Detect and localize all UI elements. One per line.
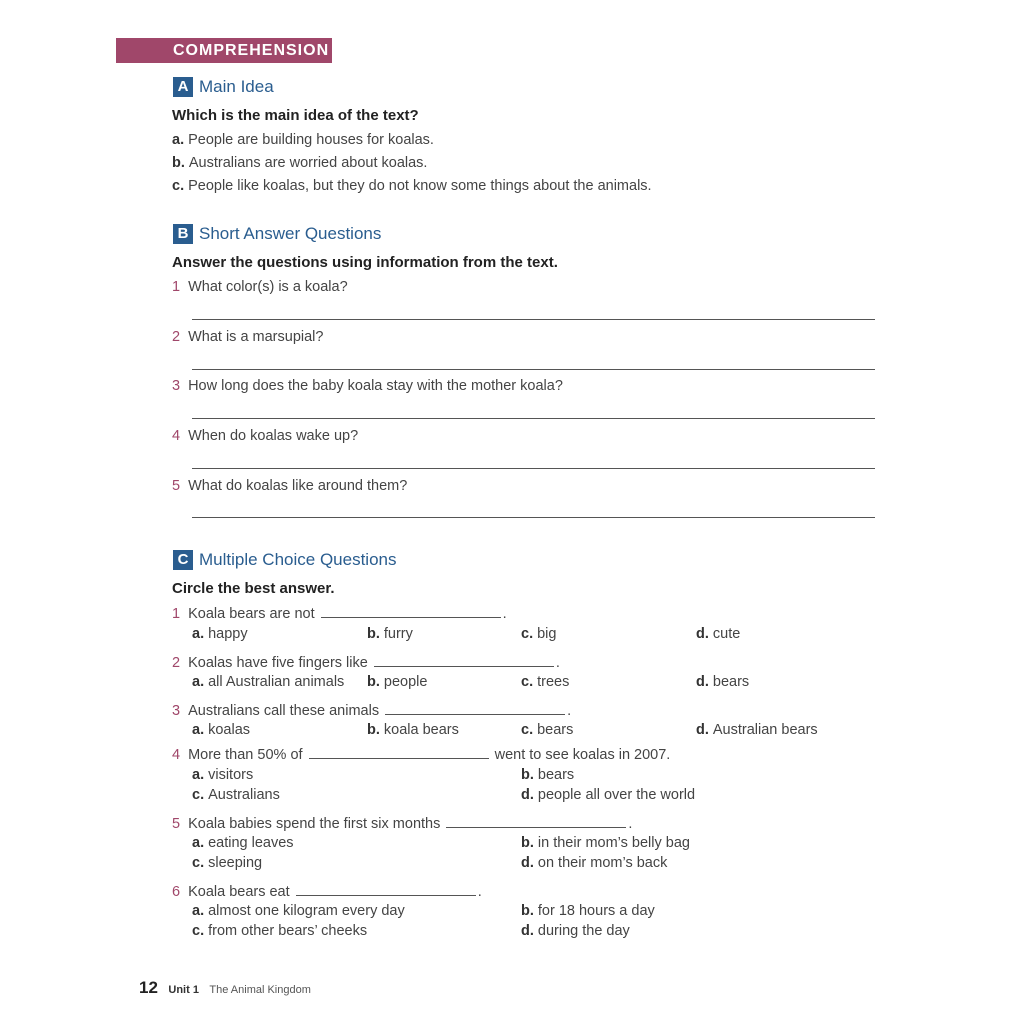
page-number: 12 xyxy=(139,978,158,997)
question-stem: More than 50% of xyxy=(188,747,303,763)
mc-option[interactable] xyxy=(521,626,556,642)
mc-question-4 xyxy=(172,746,670,763)
mc-option[interactable] xyxy=(367,674,427,690)
mc-option[interactable] xyxy=(521,855,667,871)
option-label: d. xyxy=(521,855,534,871)
answer-line[interactable] xyxy=(192,418,875,419)
mc-option[interactable] xyxy=(696,674,749,690)
answer-line[interactable] xyxy=(192,369,875,370)
fill-blank xyxy=(446,815,626,828)
option-label: c. xyxy=(192,855,205,871)
option-text: eating leaves xyxy=(208,835,294,851)
option-label: c. xyxy=(521,626,534,642)
section-c-letter: C xyxy=(173,550,193,570)
question-number: 6 xyxy=(172,884,181,900)
mc-option[interactable] xyxy=(521,835,690,851)
mc-option[interactable] xyxy=(192,767,253,783)
option-label: c. xyxy=(172,178,185,194)
short-answer-question xyxy=(172,478,407,494)
option-label: b. xyxy=(521,835,534,851)
footer-unit: Unit 1 xyxy=(168,984,199,996)
mc-option[interactable] xyxy=(521,674,569,690)
question-text: What do koalas like around them? xyxy=(188,478,408,494)
mc-option[interactable] xyxy=(367,626,413,642)
option-text: people xyxy=(383,674,428,690)
section-b-heading xyxy=(173,224,381,244)
fill-blank xyxy=(374,654,554,667)
section-c-title: Multiple Choice Questions xyxy=(199,550,397,569)
section-b-instruction: Answer the questions using information from the text. xyxy=(172,254,558,271)
mc-option[interactable] xyxy=(192,674,344,690)
option-label: b. xyxy=(172,155,185,171)
mc-option[interactable] xyxy=(521,787,695,803)
mc-question-3 xyxy=(172,702,571,719)
option-label: a. xyxy=(192,835,205,851)
option-text: sleeping xyxy=(208,855,263,871)
option-text: in their mom’s belly bag xyxy=(537,835,690,851)
question-number: 3 xyxy=(172,703,181,719)
question-stem: Koala bears are not xyxy=(188,606,315,622)
question-number: 5 xyxy=(172,478,181,494)
question-tail: . xyxy=(502,606,507,622)
mc-question-1 xyxy=(172,605,507,622)
question-tail: . xyxy=(555,655,560,671)
option-text: Australians are worried about koalas. xyxy=(188,155,428,171)
short-answer-question xyxy=(172,279,348,295)
mc-option[interactable] xyxy=(521,923,630,939)
mc-question-2 xyxy=(172,654,560,671)
mc-question-5 xyxy=(172,815,632,832)
option-label: a. xyxy=(192,903,205,919)
option-text: Australian bears xyxy=(712,722,818,738)
option-label: c. xyxy=(521,674,534,690)
question-number: 4 xyxy=(172,747,181,763)
option-label: b. xyxy=(521,767,534,783)
section-a-letter: A xyxy=(173,77,193,97)
option-text: koalas xyxy=(208,722,251,738)
option-text: cute xyxy=(712,626,741,642)
option-label: a. xyxy=(192,767,205,783)
question-text: When do koalas wake up? xyxy=(188,428,359,444)
page-footer xyxy=(139,978,311,998)
mc-option[interactable] xyxy=(192,903,405,919)
fill-blank xyxy=(321,605,501,618)
question-number: 4 xyxy=(172,428,181,444)
fill-blank xyxy=(385,702,565,715)
main-idea-option-a xyxy=(172,132,434,148)
question-stem: Koala babies spend the first six months xyxy=(188,816,441,832)
option-text: trees xyxy=(537,674,570,690)
option-text: happy xyxy=(208,626,248,642)
option-label: b. xyxy=(367,722,380,738)
question-number: 5 xyxy=(172,816,181,832)
section-a-title: Main Idea xyxy=(199,77,274,96)
option-text: visitors xyxy=(208,767,254,783)
option-label: c. xyxy=(192,923,205,939)
question-tail: . xyxy=(567,703,572,719)
main-idea-option-b xyxy=(172,155,427,171)
question-text: What color(s) is a koala? xyxy=(188,279,348,295)
mc-option[interactable] xyxy=(192,787,280,803)
option-label: d. xyxy=(696,674,709,690)
question-number: 1 xyxy=(172,279,181,295)
option-label: a. xyxy=(172,132,185,148)
mc-option[interactable] xyxy=(192,835,294,851)
question-text: How long does the baby koala stay with the mother koala? xyxy=(188,378,563,394)
option-label: a. xyxy=(192,674,205,690)
section-c-heading xyxy=(173,550,396,570)
section-c-instruction: Circle the best answer. xyxy=(172,580,335,597)
option-text: big xyxy=(537,626,557,642)
option-text: on their mom’s back xyxy=(537,855,668,871)
mc-option[interactable] xyxy=(192,722,250,738)
option-text: almost one kilogram every day xyxy=(208,903,405,919)
section-a-heading xyxy=(173,77,274,97)
question-text: What is a marsupial? xyxy=(188,329,324,345)
option-label: b. xyxy=(367,674,380,690)
mc-option[interactable] xyxy=(521,722,573,738)
option-text: bears xyxy=(712,674,750,690)
option-text: People are building houses for koalas. xyxy=(188,132,434,148)
mc-option[interactable] xyxy=(696,626,740,642)
question-number: 3 xyxy=(172,378,181,394)
mc-option[interactable] xyxy=(192,626,248,642)
option-label: c. xyxy=(521,722,534,738)
option-text: people all over the world xyxy=(537,787,696,803)
mc-question-6 xyxy=(172,883,482,900)
question-stem: Australians call these animals xyxy=(188,703,380,719)
option-label: b. xyxy=(521,903,534,919)
question-tail: went to see koalas in 2007. xyxy=(490,747,671,763)
question-stem: Koala bears eat xyxy=(188,884,290,900)
option-label: c. xyxy=(192,787,205,803)
option-label: a. xyxy=(192,722,205,738)
comprehension-banner: COMPREHENSION xyxy=(116,38,332,63)
option-text: Australians xyxy=(208,787,280,803)
option-text: bears xyxy=(537,767,575,783)
option-text: all Australian animals xyxy=(208,674,345,690)
option-text: for 18 hours a day xyxy=(537,903,655,919)
answer-line[interactable] xyxy=(192,517,875,518)
short-answer-question xyxy=(172,428,358,444)
question-stem: Koalas have five fingers like xyxy=(188,655,368,671)
fill-blank xyxy=(309,746,489,759)
short-answer-question xyxy=(172,378,563,394)
section-b-title: Short Answer Questions xyxy=(199,224,382,243)
option-text: furry xyxy=(383,626,413,642)
option-label: d. xyxy=(696,626,709,642)
question-tail: . xyxy=(628,816,633,832)
mc-option[interactable] xyxy=(192,923,367,939)
option-text: from other bears’ cheeks xyxy=(208,923,368,939)
option-label: d. xyxy=(521,787,534,803)
option-label: d. xyxy=(521,923,534,939)
section-b-letter: B xyxy=(173,224,193,244)
mc-option[interactable] xyxy=(192,855,262,871)
option-label: b. xyxy=(367,626,380,642)
option-text: during the day xyxy=(537,923,630,939)
question-tail: . xyxy=(477,884,482,900)
footer-title: The Animal Kingdom xyxy=(209,984,311,996)
question-number: 1 xyxy=(172,606,181,622)
mc-option[interactable] xyxy=(367,722,459,738)
option-label: d. xyxy=(696,722,709,738)
answer-line[interactable] xyxy=(192,468,875,469)
mc-option[interactable] xyxy=(696,722,818,738)
fill-blank xyxy=(296,883,476,896)
main-idea-option-c xyxy=(172,178,652,194)
answer-line[interactable] xyxy=(192,319,875,320)
mc-option[interactable] xyxy=(521,903,655,919)
option-text: bears xyxy=(537,722,574,738)
option-label: a. xyxy=(192,626,205,642)
short-answer-question xyxy=(172,329,323,345)
question-number: 2 xyxy=(172,655,181,671)
option-text: koala bears xyxy=(383,722,459,738)
question-number: 2 xyxy=(172,329,181,345)
section-a-instruction: Which is the main idea of the text? xyxy=(172,107,419,124)
mc-option[interactable] xyxy=(521,767,574,783)
option-text: People like koalas, but they do not know some things about the animals. xyxy=(188,178,652,194)
